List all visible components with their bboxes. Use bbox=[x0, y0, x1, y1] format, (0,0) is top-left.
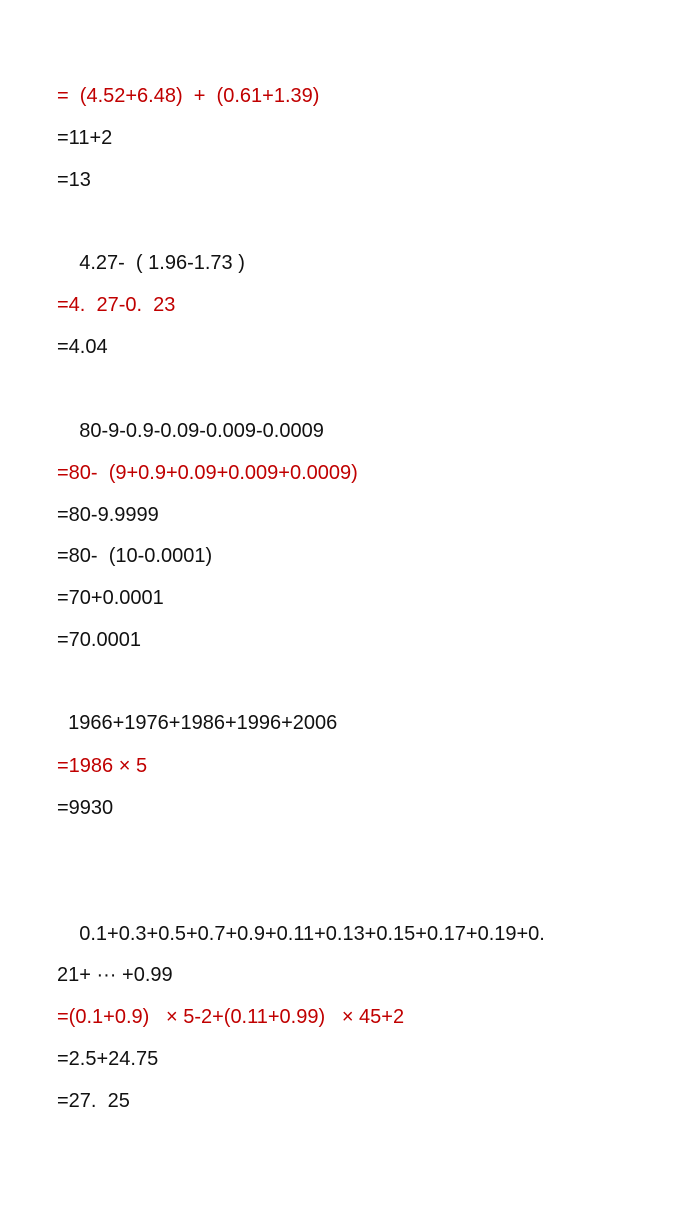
line-12: =70.0001 bbox=[57, 629, 141, 651]
line-1: = (4.52+6.48) + (0.61+1.39) bbox=[57, 85, 320, 107]
line-9: =80-9.9999 bbox=[57, 504, 159, 526]
line-20: =27. 25 bbox=[57, 1090, 130, 1112]
line-11: =70+0.0001 bbox=[57, 587, 164, 609]
line-10: =80- (10-0.0001) bbox=[57, 545, 213, 567]
line-6: =4.04 bbox=[57, 336, 108, 358]
line-19: =2.5+24.75 bbox=[57, 1048, 159, 1070]
line-8: =80- (9+0.9+0.09+0.009+0.0009) bbox=[57, 462, 358, 484]
line-14: =1986 × 5 bbox=[57, 755, 148, 777]
line-5: =4. 27-0. 23 bbox=[57, 294, 176, 316]
line-17: 21+ ··· +0.99 bbox=[57, 964, 173, 986]
line-16: 0.1+0.3+0.5+0.7+0.9+0.11+0.13+0.15+0.17+0.19+0. bbox=[57, 923, 545, 945]
line-4: 4.27- ( 1.96-1.73 ) bbox=[57, 252, 245, 274]
line-7: 80-9-0.9-0.09-0.009-0.0009 bbox=[57, 420, 324, 442]
line-15: =9930 bbox=[57, 797, 114, 819]
line-2: =11+2 bbox=[57, 127, 113, 149]
line-3: =13 bbox=[57, 169, 91, 191]
line-13: 1966+1976+1986+1996+2006 bbox=[57, 712, 338, 734]
line-18: =(0.1+0.9) × 5-2+(0.11+0.99) × 45+2 bbox=[57, 1006, 405, 1028]
